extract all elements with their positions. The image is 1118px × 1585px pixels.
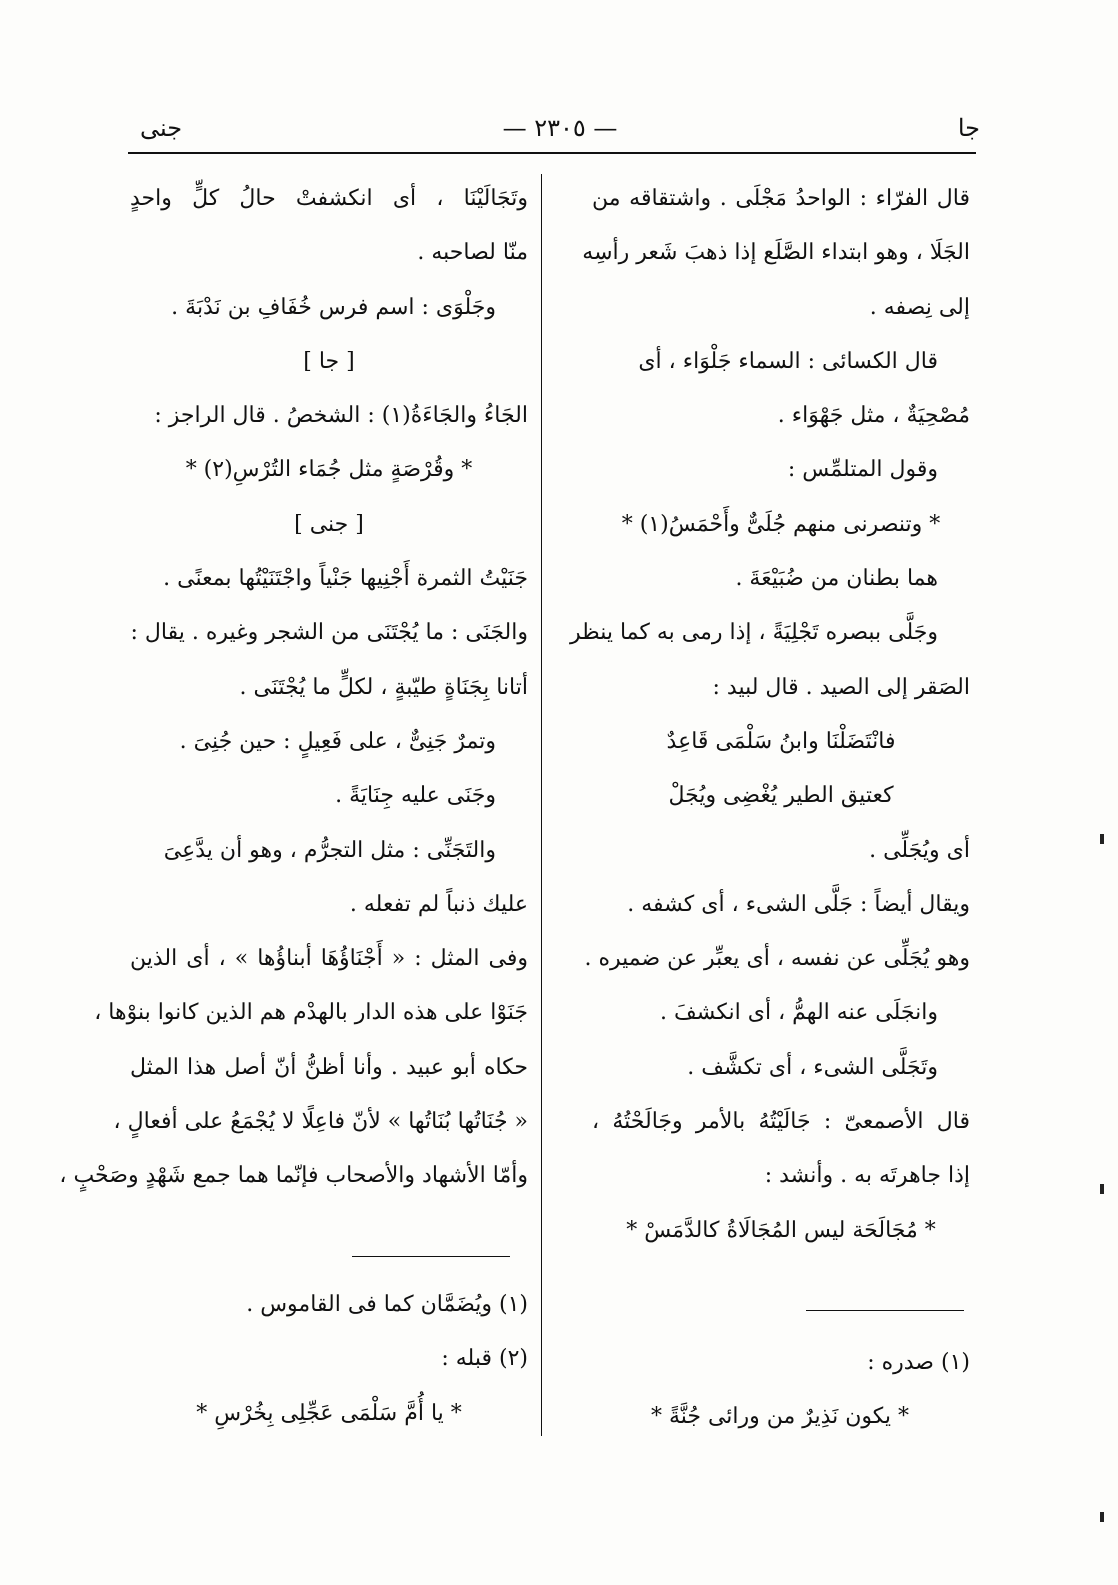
text-line: قال الأصمعىّ : جَالَيْتُهُ بالأمر وجَالَحْتُهُ ، <box>592 1109 970 1135</box>
header-headword-right: جا <box>957 114 980 142</box>
text-line: وجَنَى عليه جِنَايَةً . <box>335 783 496 809</box>
text-line: قال الكسائى : السماء جَلْوَاء ، أى <box>638 348 938 374</box>
text-line: فانْتَضَلْنَا وابنُ سَلْمَى قَاعِدٌ <box>666 728 896 754</box>
text-line: جَنَوْا على هذه الدار بالهدْم هم الذين كانوا بنوْها ، <box>94 1000 528 1026</box>
column-divider <box>541 174 542 1436</box>
text-line: هما بطنان من ضُبَيْعَةَ . <box>735 566 938 592</box>
text-line: كعتيق الطير يُغْضِى ويُجَلْ <box>668 783 894 809</box>
page-number: — ٢٣٠٥ — <box>502 114 618 142</box>
text-line: وانجَلَى عنه الهمُّ ، أى انكشفَ . <box>659 1000 938 1026</box>
scan-speck <box>1100 834 1104 844</box>
text-line: وهو يُجَلِّى عن نفسه ، أى يعبِّر عن ضميره . <box>584 946 970 972</box>
text-line: قال الفرّاء : الواحدُ مَجْلَى . واشتقاقه من <box>592 186 970 211</box>
text-line: جَنَيْتُ الثمرة أَجْنِيها جَنْياً واجْتَنَيْتُها بمعنًى . <box>163 566 528 592</box>
footnotes-right <box>590 1336 970 1445</box>
text-line: إذا جاهرتَه به . وأنشد : <box>764 1163 970 1189</box>
text-line: والتَجَنِّى : مثل التجرُّم ، وهو أن يدَّعِىَ <box>163 837 496 863</box>
text-line: وأمّا الأشهاد والأصحاب فإنّما هما جمع شَهْدٍ وصَحْبٍ ، <box>59 1163 528 1189</box>
header-headword-left: جنى <box>140 114 183 142</box>
text-line: الصَقر إلى الصيد . قال لبيد : <box>712 674 970 700</box>
scan-speck <box>1100 1512 1104 1522</box>
text-line: [ جا ] <box>303 348 355 374</box>
footnote-line: (١) صدره : <box>867 1350 970 1375</box>
footnotes-left <box>130 1278 528 1441</box>
header-rule <box>128 152 976 154</box>
text-line: مُصْحِيَةٌ ، مثل جَهْوَاء . <box>777 403 970 429</box>
text-line: منّا لصاحبه . <box>417 240 528 266</box>
left-column <box>59 172 528 1204</box>
text-line: الجَاءُ والجَاءَةُ(١) : الشخصُ . قال الراجز : <box>154 403 528 429</box>
text-line: وجَلْوَى : اسم فرس خُفَافِ بن نَدْبَةَ . <box>171 294 496 320</box>
right-column <box>570 172 970 1258</box>
footnote-line: * يكون نَذِيرٌ من ورائى جُنَّةً * <box>650 1404 910 1430</box>
text-line: وقول المتلمِّس : <box>787 457 938 483</box>
footnote-line: * يا أُمَّ سَلْمَى عَجِّلِى بِخُرْسِ * <box>196 1400 462 1426</box>
text-line: وتمرٌ جَنِىٌّ ، على فَعِيلٍ : حين جُنِىَ . <box>179 728 496 754</box>
text-line: أتانا بِجَنَاةٍ طيّبةٍ ، لكلٍّ ما يُجْتَنَى . <box>239 674 528 700</box>
footnote-line: (٢) قبله : <box>441 1346 528 1372</box>
text-line: * مُجَالَحَة ليس المُجَالَاةُ كالدَّمَسْ * <box>626 1217 936 1243</box>
text-line: إلى نِصفه . <box>869 294 970 320</box>
text-line: وجَلَّى ببصره تَجْلِيَةً ، إذا رمى به كما ينظر <box>570 620 938 646</box>
text-line: وتَجَلَّى الشىء ، أى تكشَّف . <box>687 1054 938 1080</box>
text-line: « جُنَاتُها بُنَاتُها » لأنّ فاعِلًا لا يُجْمَعُ على أفعالٍ ، <box>113 1109 528 1135</box>
footnote-line: (١) ويُضَمَّان كما فى القاموس . <box>246 1292 528 1317</box>
text-line: ويقال أيضاً : جَلَّى الشىء ، أى كشفه . <box>627 891 970 917</box>
text-line: [ جنى ] <box>294 511 364 537</box>
footnote-rule-left <box>352 1256 510 1257</box>
text-line: * وتنصرنى منهم جُلَىٌّ وأَحْمَسُ(١) * <box>621 511 941 537</box>
text-line: وفى المثل : « أَجْنَاؤُهَا أبناؤُها » ، أى الذين <box>130 946 528 972</box>
footnote-rule-right <box>806 1310 964 1311</box>
text-line: عليك ذنباً لم تفعله . <box>349 891 528 917</box>
text-line: وتَجَالَيْنَا ، أى انكشفتْ حالُ كلٍّ واحدٍ <box>130 186 528 211</box>
scan-speck <box>1100 1184 1104 1194</box>
text-line: والجَنَى : ما يُجْتَنَى من الشجر وغيره . يقال : <box>130 620 528 646</box>
text-line: الجَلَا ، وهو ابتداء الصَّلَع إذا ذهبَ شَعر رأسِه <box>582 240 970 266</box>
text-line: حكاه أبو عبيد . وأنا أظنُّ أنّ أصل هذا المثل <box>130 1054 528 1080</box>
text-line: * وقُرْصَةٍ مثل جُمَاء التُرْسِ(٢) * <box>185 457 473 483</box>
text-line: أى ويُجَلِّى . <box>869 837 970 863</box>
